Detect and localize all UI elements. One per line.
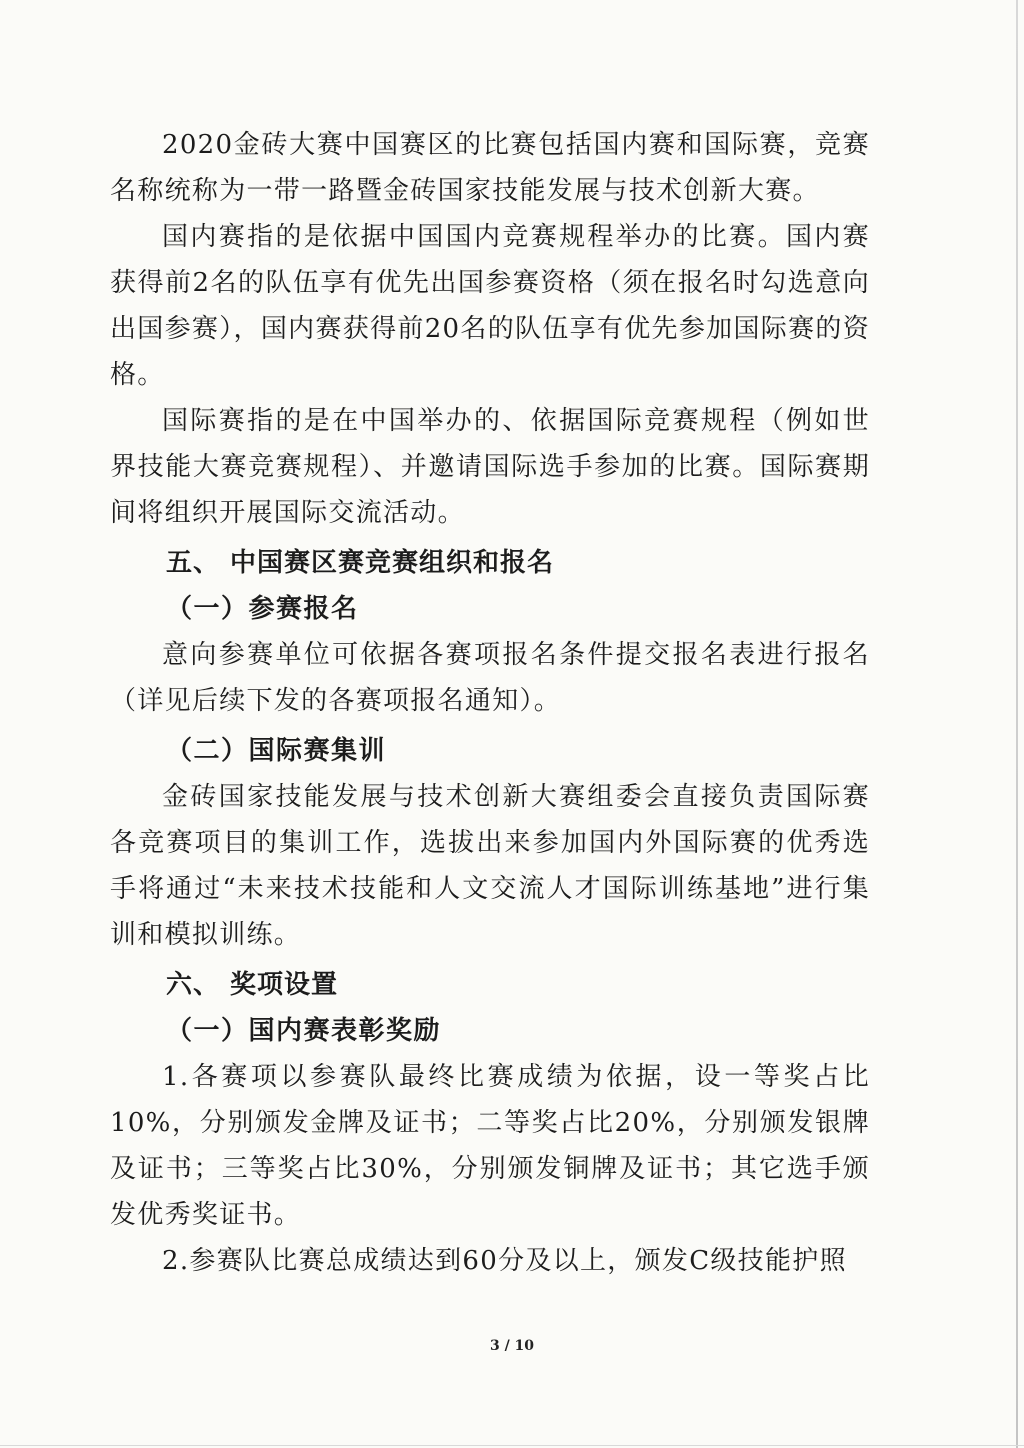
paragraph-international-competition: 国际赛指的是在中国举办的、依据国际竞赛规程（例如世界技能大赛竞赛规程）、并邀请国际选手参加的比赛。国际赛期间将组织开展国际交流活动。 [110,406,870,528]
paragraph-domestic-competition: 国内赛指的是依据中国国内竞赛规程举办的比赛。国内赛获得前2名的队伍享有优先出国参赛资格（须在报名时勾选意向出国参赛），国内赛获得前20名的队伍享有优先参加国际赛的资格。 [110,222,870,390]
section-6-1-heading: （一）国内赛表彰奖励 [166,1016,442,1046]
page-number: 3 / 10 [489,1338,535,1354]
paragraph-training: 金砖国家技能发展与技术创新大赛组委会直接负责国际赛各竞赛项目的集训工作，选拔出来参加国内外国际赛的优秀选手将通过“未来技术技能和人文交流人才国际训练基地”进行集训和模拟训练。 [110,782,870,950]
paragraph-competition-overview: 2020金砖大赛中国赛区的比赛包括国内赛和国际赛，竞赛名称统称为一带一路暨金砖国家技能发展与技术创新大赛。 [110,130,870,206]
paragraph-award-item-1: 1.各赛项以参赛队最终比赛成绩为依据，设一等奖占比10%，分别颁发金牌及证书；二等奖占比20%，分别颁发银牌及证书；三等奖占比30%，分别颁发铜牌及证书；其它选手颁发优秀奖证书。 [110,1062,870,1230]
page-edge-bottom [0,1445,1024,1446]
page-edge-right [1016,0,1018,1448]
paragraph-award-item-2: 2.参赛队比赛总成绩达到60分及以上，颁发C级技能护照 [162,1246,847,1276]
section-5-heading: 五、 中国赛区赛竞赛组织和报名 [166,548,555,578]
section-5-1-heading: （一）参赛报名 [166,594,359,624]
section-6-heading: 六、 奖项设置 [166,970,339,1000]
paragraph-registration: 意向参赛单位可依据各赛项报名条件提交报名表进行报名（详见后续下发的各赛项报名通知）。 [110,640,870,716]
section-5-2-heading: （二）国际赛集训 [166,736,387,766]
document-body [110,122,870,1284]
